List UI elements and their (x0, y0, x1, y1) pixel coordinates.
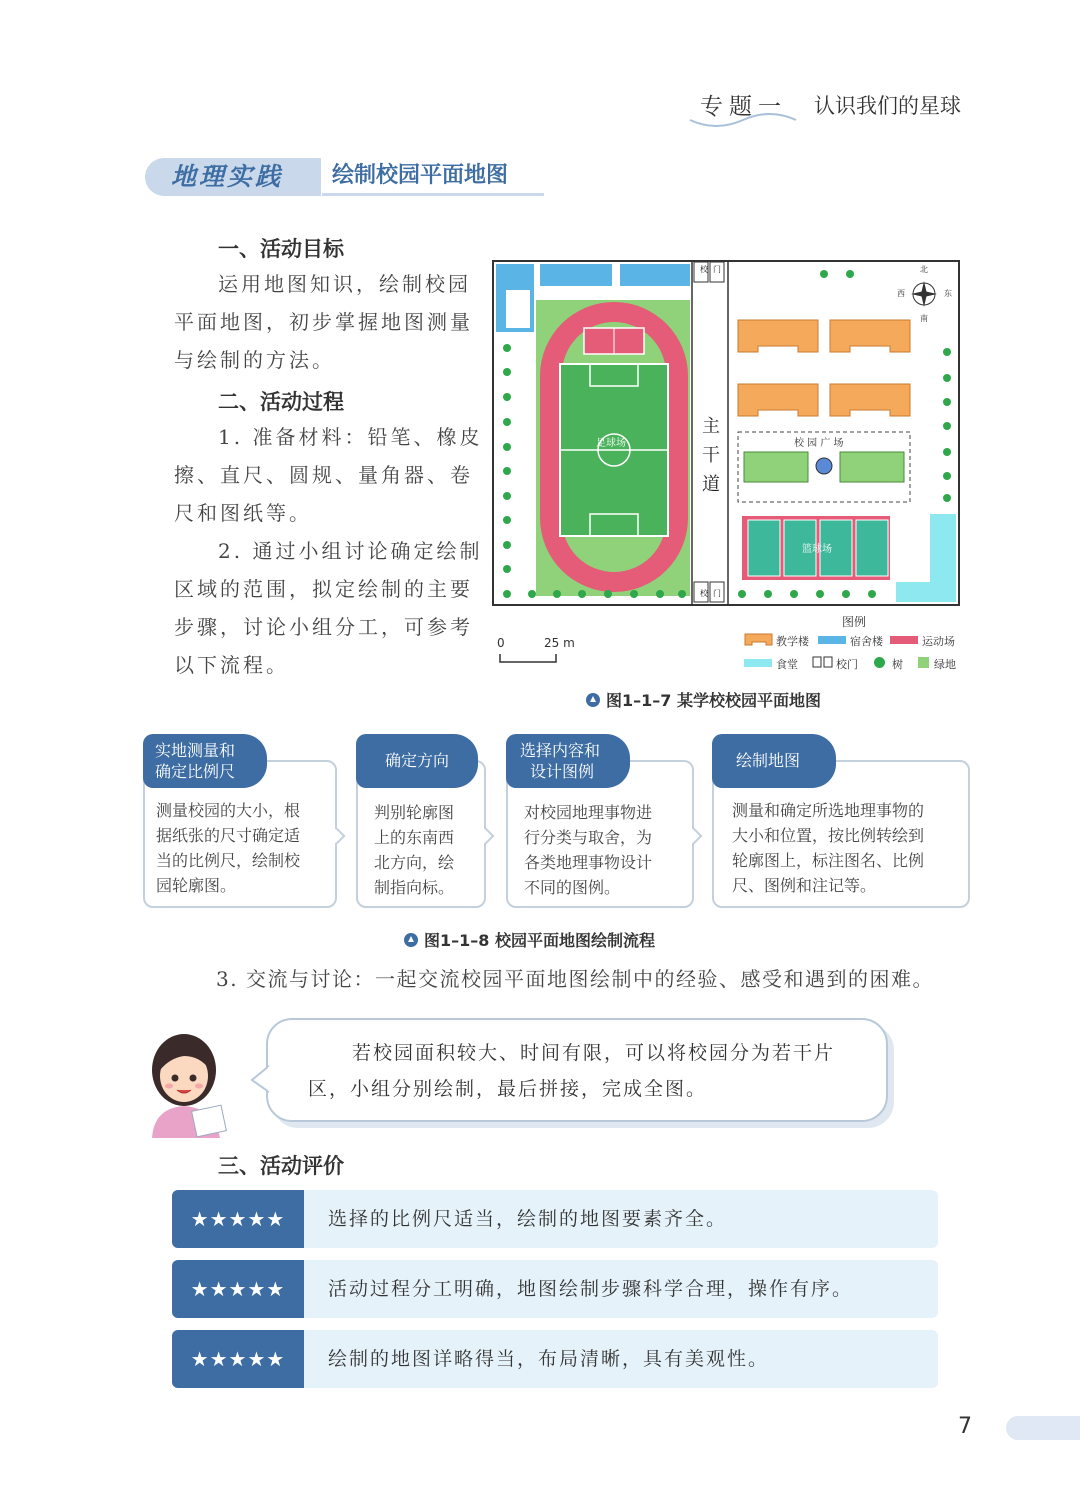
header-wave-decoration (688, 110, 798, 130)
main-road-char-2: 干 (702, 445, 720, 466)
map-caption (586, 688, 821, 711)
compass-north: 北 (920, 265, 928, 274)
flow-step-2-line-3: 北方向，绘 (374, 853, 455, 872)
section-banner-title: 绘制校园平面地图 (322, 158, 544, 196)
flow-step-1-line-2: 据纸张的尺寸确定适 (156, 826, 301, 845)
flow-step-1-title-line-2: 确定比例尺 (155, 762, 236, 781)
rating-stars-icon: ★★★★★ (172, 1190, 304, 1248)
speech-tail (250, 1064, 272, 1094)
flow-step-1-line-4: 园轮廓图。 (156, 876, 237, 895)
scale-distance: 25 m (544, 636, 575, 650)
flow-step-3-title-line-1: 选择内容和 (520, 741, 601, 760)
legend-swatch-dorm (818, 636, 846, 644)
flow-step-4-line-2: 大小和位置，按比例转绘到 (732, 826, 925, 845)
step1-line-1: 1. 准备材料：铅笔、橡皮 (218, 425, 483, 449)
evaluation-text-1: 选择的比例尺适当，绘制的地图要素齐全。 (328, 1208, 728, 1230)
map-caption-text: 图1–1–7 某学校校园平面地图 (606, 691, 821, 710)
legend-swatch-teaching (744, 633, 774, 647)
flow-step-1-text (156, 798, 300, 898)
football-field-label: 足球场 (596, 438, 626, 449)
legend-label-tree: 树 (892, 658, 903, 671)
evaluation-row-1 (172, 1190, 938, 1248)
legend-label-dorm: 宿舍楼 (850, 635, 883, 648)
goal-line-2: 平面地图，初步掌握地图测量 (174, 310, 473, 334)
compass-west: 西 (897, 289, 905, 298)
rating-stars-icon: ★★★★★ (172, 1330, 304, 1388)
flow-step-2-title (356, 734, 478, 788)
teacher-avatar (140, 1026, 236, 1138)
compass-icon (911, 281, 937, 307)
flow-step-4-title (712, 734, 836, 788)
dorm-building-n1 (540, 264, 612, 286)
legend-label-teaching: 教学楼 (776, 635, 809, 648)
evaluation-text-3: 绘制的地图详略得当，布局清晰，具有美观性。 (328, 1348, 770, 1370)
goal-line-3: 与绘制的方法。 (174, 348, 335, 372)
evaluation-text-2: 活动过程分工明确，地图绘制步骤科学合理，操作有序。 (328, 1278, 854, 1300)
heading-activity-evaluation: 三、活动评价 (218, 1154, 344, 1178)
step2-line-1: 2. 通过小组讨论确定绘制 (218, 539, 483, 563)
step1-line-2: 擦、直尺、圆规、量角器、卷 (174, 463, 473, 487)
scale-zero: 0 (497, 636, 505, 650)
flow-step-3-line-2: 行分类与取舍，为 (524, 828, 653, 847)
flow-step-3-line-4: 不同的图例。 (524, 878, 621, 897)
dorm-building-w (496, 290, 534, 332)
page-tab-decoration (1006, 1416, 1080, 1440)
caption-marker-icon (404, 933, 418, 947)
plaza-label: 校 园 广 场 (794, 438, 844, 449)
rating-stars-icon: ★★★★★ (172, 1260, 304, 1318)
scale-bar (498, 652, 560, 664)
legend-label-green: 绿地 (934, 658, 956, 671)
flow-step-2-line-1: 判别轮廓图 (374, 803, 455, 822)
evaluation-row-2 (172, 1260, 938, 1318)
teaching-building-4 (830, 384, 910, 416)
page-number: 7 (958, 1414, 972, 1439)
legend-swatch-green (918, 657, 929, 668)
header-title: 认识我们的星球 (814, 94, 961, 118)
step2-line-3: 步骤，讨论小组分工，可参考 (174, 615, 473, 639)
flow-caption-text: 图1–1–8 校园平面地图绘制流程 (424, 931, 655, 950)
flow-caption (404, 928, 655, 951)
evaluation-row-3 (172, 1330, 938, 1388)
tip-line-2: 区，小组分别绘制，最后拼接，完成全图。 (308, 1078, 708, 1100)
caption-marker-icon (586, 693, 600, 707)
teaching-building-3 (738, 384, 818, 416)
header-topic: 专题一 (700, 94, 787, 120)
plaza-statue (816, 458, 832, 474)
step3-text: 3. 交流与讨论：一起交流校园平面地图绘制中的经验、感受和遇到的困难。 (216, 967, 934, 991)
flow-step-4-line-3: 轮廓图上，标注图名、比例 (732, 851, 925, 870)
tip-line-1: 若校园面积较大、时间有限，可以将校园分为若干片 (352, 1042, 836, 1064)
campus-map-drawing (492, 260, 960, 606)
legend-swatch-canteen (744, 659, 772, 667)
flow-step-1-line-3: 当的比例尺，绘制校 (156, 851, 301, 870)
step2-line-2: 区域的范围，拟定绘制的主要 (174, 577, 473, 601)
legend-title: 图例 (842, 615, 867, 629)
flow-step-1-title-line-1: 实地测量和 (155, 741, 236, 760)
flow-step-4-title-line-1: 绘制地图 (736, 751, 801, 770)
flow-step-4-text (732, 798, 924, 898)
flow-step-2-line-2: 上的东南西 (374, 828, 455, 847)
flow-step-3-title-line-2: 设计图例 (530, 762, 595, 781)
legend-swatch-sports (890, 636, 918, 644)
flow-step-1-line-1: 测量校园的大小，根 (156, 801, 301, 820)
legend-label-gate: 校门 (836, 658, 858, 671)
flow-step-3-line-1: 对校园地理事物进 (524, 803, 653, 822)
north-gate-label: 校门 (700, 265, 726, 274)
flow-step-2-text (374, 800, 454, 900)
flow-step-2-line-4: 制指向标。 (374, 878, 455, 897)
goal-line-1: 运用地图知识，绘制校园 (218, 272, 471, 296)
legend-label-canteen: 食堂 (776, 658, 798, 671)
dorm-building-n2 (620, 264, 690, 286)
flow-step-3-text (524, 800, 652, 900)
main-road-char-1: 主 (702, 416, 720, 437)
legend-swatch-gate (812, 656, 834, 668)
canteen (896, 514, 956, 602)
flow-step-1-title (143, 734, 267, 788)
legend-label-sports: 运动场 (922, 635, 955, 648)
flow-step-3-title (506, 734, 630, 788)
teaching-building-1 (738, 320, 818, 352)
section-banner-label: 地理实践 (145, 158, 321, 196)
legend-swatch-tree (874, 657, 885, 668)
dorm-building-nw (496, 264, 534, 290)
basketball-court-label: 篮球场 (802, 544, 832, 555)
main-road-label (702, 412, 718, 499)
main-road-char-3: 道 (702, 474, 720, 495)
heading-activity-goal: 一、活动目标 (218, 237, 344, 261)
flow-step-4-line-4: 尺、图例和注记等。 (732, 876, 877, 895)
flow-step-2-title-line-1: 确定方向 (384, 751, 449, 770)
compass-south: 南 (920, 314, 928, 323)
flow-step-4-line-1: 测量和确定所选地理事物的 (732, 801, 925, 820)
south-gate-label: 校门 (700, 589, 726, 598)
step2-line-4: 以下流程。 (174, 653, 289, 677)
step1-line-3: 尺和图纸等。 (174, 501, 312, 525)
compass-east: 东 (944, 289, 952, 298)
teaching-building-2 (830, 320, 910, 352)
heading-activity-process: 二、活动过程 (218, 390, 344, 414)
flow-step-3-line-3: 各类地理事物设计 (524, 853, 653, 872)
